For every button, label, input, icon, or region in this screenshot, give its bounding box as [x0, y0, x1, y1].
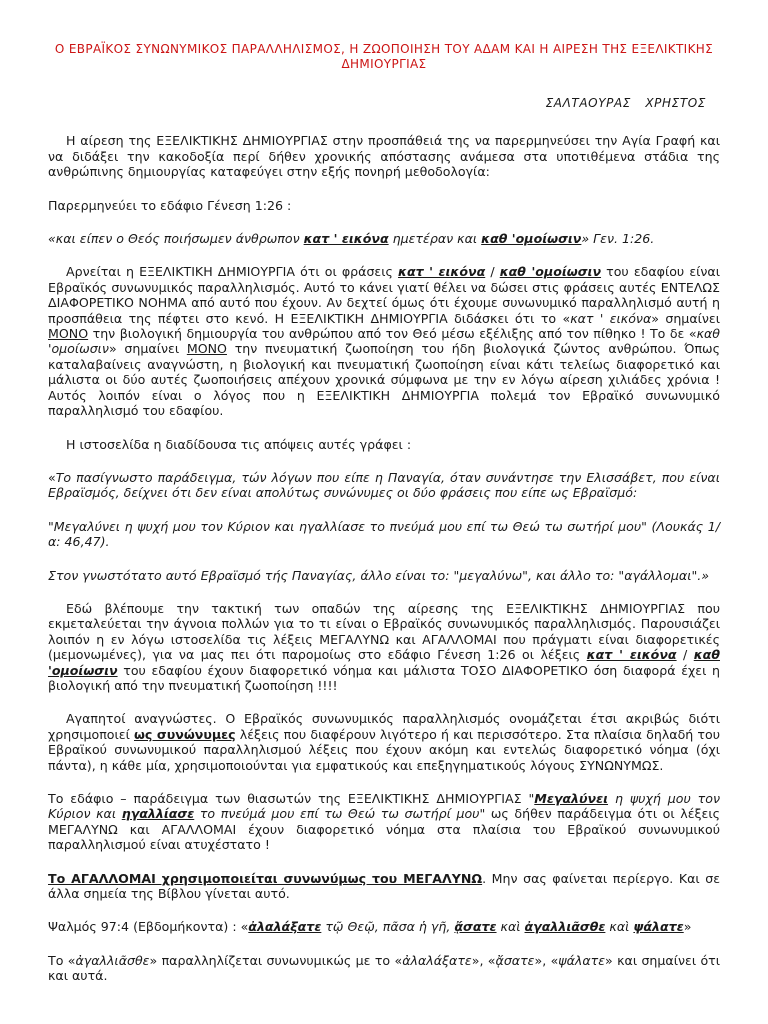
term-alalaxate: ἀλαλάξατε [248, 919, 322, 935]
term-igalliase: ηγαλλίασε [121, 806, 195, 822]
text-run: » [683, 919, 692, 935]
term-asate: ᾄσατε [454, 919, 497, 935]
text-run: » σημαίνει [651, 310, 720, 326]
term-alalaxate: ἀλαλάξατε [402, 952, 472, 968]
author-name: ΣΑΛΤΑΟΥΡΑΣ ΧΡΗΣΤΟΣ [545, 96, 706, 110]
term-megalynei: Μεγαλύνει [534, 791, 609, 806]
paragraph-conclusion [48, 953, 720, 984]
text-run: την βιολογική δημιουργία του ανθρώπου από τον Θεό μέσω εξέλιξης από τον πίθηκο ! Το δε « [88, 326, 697, 342]
text-run: », « [471, 952, 496, 968]
text-run: του εδαφίου είναι Εβραϊκός συνωνυμικός παραλληλισμός. Αυτό το κάνει γιατί θέλει να δώσει στις φράσεις αυτές ΕΝΤΕΛΩΣ ΔΙΑΦΟΡΕΤΙΚΟ ΝΟΗΜΑ από αυτό που έχουν. Αν δεχτεί όμως ότι έχουμε συνωνυμικό παραλληλισμό αυτή η προσπάθεια της πέφτει στο κενό. Η ΕΞΕΛΙΚΤΙΚΗ ΔΗΜΙΟΥΡΓΙΑ διδάσκει ότι το « [48, 264, 720, 326]
text-run: », « [534, 952, 559, 968]
text-run: η ψυχή μου τον Κύριον και [48, 791, 721, 822]
text-run: καὶ [605, 919, 634, 935]
term-mono: ΜΟΝΟ [186, 341, 227, 357]
term-psalate: ψάλατε [558, 952, 606, 968]
text-run: του εδαφίου έχουν διαφορετικό νόημα και μάλιστα ΤΟΣΟ ΔΙΑΦΟΡΕΤΙΚΟ όση διαφορά έχει η βιολογική από την πνευματική ζωοποίηση !!!! [48, 662, 720, 693]
term-kat-eikona: κατ ' εικόνα [303, 231, 389, 247]
term-agalliasthe: ἀγαλλιᾶσθε [75, 952, 150, 968]
term-mono: ΜΟΝΟ [48, 326, 89, 342]
text-run: / [485, 264, 500, 280]
text-run: . Μην σας φαίνεται περίεργο. Και σε άλλα σημεία της Βίβλου γίνεται αυτό. [48, 870, 721, 902]
paragraph-denial [48, 264, 720, 418]
text-run: λέξεις που διαφέρουν λιγότερο ή και περισσότερο. Στα πλαίσια δηλαδή του Εβραϊκού συνωνυμικού παραλληλισμού λέξεις που έχουν ακόμη και εντελώς διαφορετικό νόημα (όχι πάντα), η κάθε μία, χρησιμοποιούνται για εμφατικούς και επεξηγηματικούς λόγους ΣΥΝΩΝΥΜΩΣ. [48, 726, 720, 773]
term-psalate: ψάλατε [633, 919, 684, 935]
paragraph-luke-quote: "Μεγαλύνει η ψυχή μου τον Κύριον και ηγαλλίασε το πνεύμά μου επί τω Θεώ τω σωτήρί μου" (Λουκάς 1/α: 46,47). [48, 518, 720, 550]
text-run: την πνευματική ζωοποίηση του ήδη βιολογικά ζώντος ανθρώπου. Όπως καταλαβαίνεις αναγνώστη, η βιολογική και πνευματική ζωοποίηση είναι κάτι τελείως διαφορετικό και μάλιστα οι δύο αυτές ζωοποιήσεις απέχουν χρονικά σύμφωνα με την εν λόγω αίρεση χιλιάδες χρόνια ! Αυτός λοιπόν είναι ο λόγος που η ΕΞΕΛΙΚΤΙΚΗ ΔΗΜΙΟΥΡΓΙΑ πολεμά τον Εβραϊκό συνωνυμικό παραλληλισμό του εδαφίου. [48, 341, 720, 419]
paragraph-tactics [48, 601, 720, 693]
document-title: Ο ΕΒΡΑΪΚΟΣ ΣΥΝΩΝΥΜΙΚΟΣ ΠΑΡΑΛΛΗΛΙΣΜΟΣ, Η ΖΩΟΠΟΙΗΣΗ ΤΟΥ ΑΔΑΜ ΚΑΙ Η ΑΙΡΕΣΗ ΤΗΣ ΕΞΕΛΙΚΤΙΚΗΣ ΔΗΜΙΟΥΡΓΙΑΣ [54, 42, 714, 71]
term-kat-eikona: κατ ' εικόνα [586, 647, 677, 663]
paragraph-website-quote [48, 470, 720, 501]
text-run: τῷ Θεῷ, πᾶσα ἡ γῆ, [321, 919, 455, 935]
term-agalliasthe: ἀγαλλιᾶσθε [524, 919, 606, 935]
text-run: / [676, 647, 694, 663]
term-kath-omoiosin: καθ 'ομοίωσιν [481, 231, 582, 247]
paragraph-psalm [48, 919, 720, 934]
paragraph-readers [48, 711, 720, 773]
term-kath-omoiosin: καθ 'ομοίωσιν [499, 264, 602, 280]
text-run: " ως δήθεν παράδειγμα ότι οι λέξεις ΜΕΓΑΛΥΝΩ και ΑΓΑΛΛΟΜΑΙ έχουν διαφορετικό νόημα στα πλαίσια του Εβραϊκού συνωνυμικού παραλληλισμού είναι ατυχέστατο ! [48, 806, 720, 853]
text-run: » σημαίνει [108, 341, 187, 357]
text-run: » και σημαίνει ότι και αυτά. [48, 952, 721, 984]
paragraph-genesis-quote [48, 231, 720, 246]
term-kat-eikona: κατ ' εικόνα [570, 310, 652, 326]
text-run: το πνεύμά μου επί τω Θεώ τω σωτήρί μου [194, 806, 480, 822]
paragraph-example [48, 791, 720, 853]
text-run: « [48, 469, 56, 485]
text-run: » παραλληλίζεται συνωνυμικώς με το « [149, 952, 403, 968]
text-run: Αγαπητοί αναγνώστες. Ο Εβραϊκός συνωνυμικός παραλληλισμός ονομάζεται έτσι ακριβώς διότι χρησιμοποιεί [48, 711, 720, 742]
paragraph-synonym-claim [48, 871, 720, 902]
text-run: καὶ [496, 919, 525, 935]
text-run: Εδώ βλέπουμε την τακτική των οπαδών της αίρεσης της ΕΞΕΛΙΚΤΙΚΗΣ ΔΗΜΙΟΥΡΓΙΑΣ που εκμεταλεύεται την άγνοια πολλών για το τι είναι ο Εβραϊκός συνωνυμικός παραλληλισμός. Παρουσιάζει λοιπόν η εν λόγω ιστοσελίδα τις λέξεις ΜΕΓΑΛΥΝΩ και ΑΓΑΛΛΟΜΑΙ που πράγματι είναι διαφορετικές (μεμονωμένες), για να μας πει ότι παρομοίως στο εδάφιο Γένεση 1:26 οι λέξεις [48, 600, 720, 663]
text-run: Το εδάφιο – παράδειγμα των θιασωτών της ΕΞΕΛΙΚΤΙΚΗΣ ΔΗΜΙΟΥΡΓΙΑΣ " [48, 791, 535, 806]
term-kath-omoiosin: καθ 'ομοίωσιν [48, 326, 720, 357]
text-run: Ψαλμός 97:4 (Εβδομήκοντα) : « [48, 919, 249, 935]
term-synonymes: ως συνώνυμες [133, 726, 236, 742]
term-kat-eikona: κατ ' εικόνα [398, 264, 486, 280]
paragraph-website: Η ιστοσελίδα η διαδίδουσα τις απόψεις αυτές γράφει : [66, 436, 412, 452]
paragraph-hebraism: Στον γνωστότατο αυτό Εβραϊσμό τής Παναγίας, άλλο είναι το: "μεγαλύνω", και άλλο το: "αγάλλομαι".» [48, 567, 710, 583]
term-kath-omoiosin: καθ 'ομοίωσιν [48, 647, 720, 678]
text-run: » Γεν. 1:26. [581, 231, 655, 247]
emphasis-claim: Το ΑΓΑΛΛΟΜΑΙ χρησιμοποιείται συνωνύμως του ΜΕΓΑΛΥΝΩ [48, 870, 483, 886]
paragraph-intro: Η αίρεση της ΕΞΕΛΙΚΤΙΚΗΣ ΔΗΜΙΟΥΡΓΙΑΣ στην προσπάθειά της να παρερμηνεύσει την Αγία Γραφή και να διδάξει την κακοδοξία περί δήθεν χρονικής απόστασης ανάμεσα στα υποτιθέμενα στάδια της ανθρώπινης δημιουργίας καταφεύγει στην εξής πονηρή μεθοδολογία: [48, 133, 720, 180]
text-run: Το « [48, 952, 76, 968]
term-asate: ᾄσατε [495, 952, 535, 968]
text-run: «και είπεν ο Θεός ποιήσωμεν άνθρωπον [48, 231, 304, 247]
paragraph-verse-ref: Παρερμηνεύει το εδάφιο Γένεση 1:26 : [48, 197, 292, 213]
text-run: Αρνείται η ΕΞΕΛΙΚΤΙΚΗ ΔΗΜΙΟΥΡΓΙΑ ότι οι φράσεις [66, 264, 398, 280]
text-run: ημετέραν και [388, 231, 482, 247]
quote-text: Το πασίγνωστο παράδειγμα, τών λόγων που είπε η Παναγία, όταν συνάντησε την Ελισσάβετ, που είναι Εβραϊσμός, δείχνει ότι δεν είναι απολύτως συνώνυμες οι δύο φράσεις που είπε ως Εβραϊσμό: [48, 469, 720, 501]
